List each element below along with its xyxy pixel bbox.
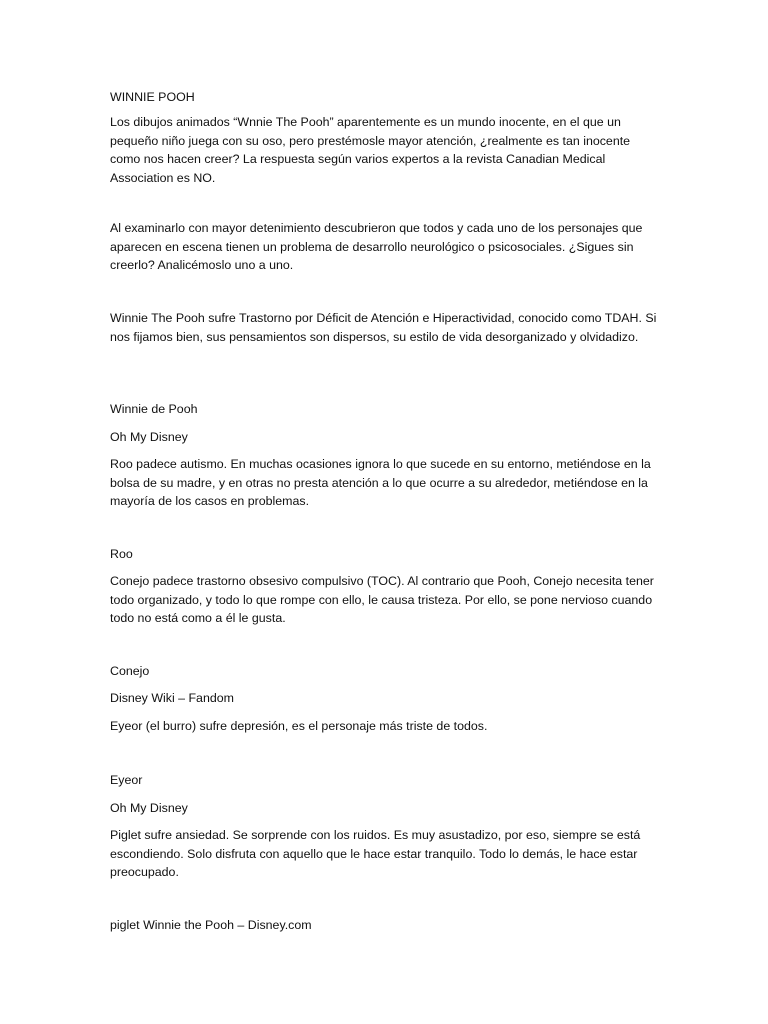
image-caption: Winnie de Pooh [110, 402, 198, 416]
image-source: Disney Wiki – Fandom [110, 691, 234, 705]
pooh-paragraph: Winnie The Pooh sufre Trastorno por Déficit de Atención e Hiperactividad, conocido como TDAH. Si nos fijamos bien, sus pensamientos son dispersos, su estilo de vida desorganizado y olvidadizo. [110, 311, 657, 344]
image-source: Oh My Disney [110, 801, 188, 815]
image-caption: Roo [110, 547, 133, 561]
body-paragraph: Al examinarlo con mayor detenimiento descubrieron que todos y cada uno de los personajes que aparecen en escena tienen un problema de desarrollo neurológico o psicosociales. ¿Sigues sin creerlo? Analicémoslo uno a uno. [110, 221, 643, 272]
image-caption: Conejo [110, 664, 150, 678]
image-source: Oh My Disney [110, 430, 188, 444]
eyeor-paragraph: Eyeor (el burro) sufre depresión, es el personaje más triste de todos. [110, 719, 488, 733]
image-caption: Eyeor [110, 773, 143, 787]
conejo-paragraph: Conejo padece trastorno obsesivo compulsivo (TOC). Al contrario que Pooh, Conejo necesita tener todo organizado, y todo lo que rompe con ello, le causa tristeza. Por ello, se pone nervioso cuando todo no está como a él le gusta. [110, 574, 654, 625]
roo-paragraph: Roo padece autismo. En muchas ocasiones ignora lo que sucede en su entorno, metiéndose en la bolsa de su madre, y en otras no presta atención a lo que ocurre a su alrededor, metiéndose en la mayoría de los casos en problemas. [110, 457, 651, 508]
image-caption: piglet Winnie the Pooh – Disney.com [110, 918, 312, 932]
piglet-paragraph: Piglet sufre ansiedad. Se sorprende con los ruidos. Es muy asustadizo, por eso, siempre se está escondiendo. Solo disfruta con aquello que le hace estar tranquilo. Todo lo demás, le hace estar preocupado. [110, 828, 641, 879]
intro-paragraph: Los dibujos animados “Wnnie The Pooh” aparentemente es un mundo inocente, en el que un pequeño niño juega con su oso, pero prestémosle mayor atención, ¿realmente es tan inocente como nos hacen creer? La respuesta según varios expertos a la revista Canadian Medical Association es NO. [110, 115, 631, 185]
document-title: WINNIE POOH [110, 90, 195, 104]
